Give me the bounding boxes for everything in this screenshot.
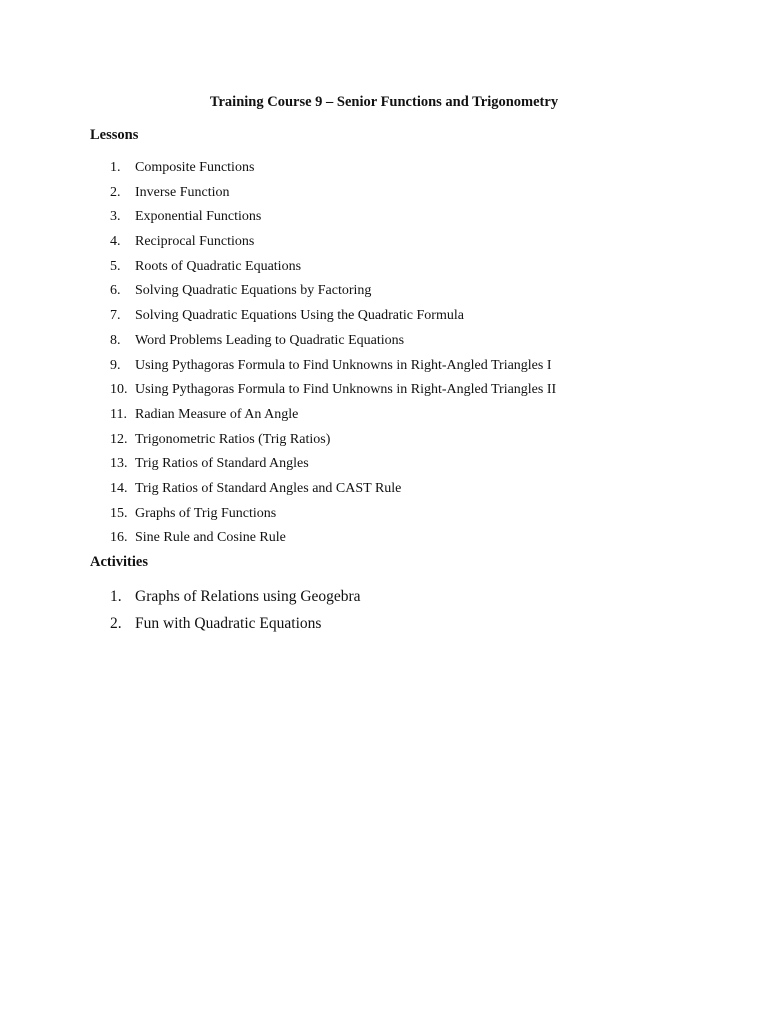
lesson-text: Trig Ratios of Standard Angles and CAST Rule bbox=[135, 480, 402, 496]
lesson-number: 3. bbox=[110, 209, 121, 225]
lesson-number: 4. bbox=[110, 234, 121, 250]
lesson-text: Solving Quadratic Equations by Factoring bbox=[135, 283, 372, 299]
lesson-number: 15. bbox=[110, 505, 128, 521]
lesson-text: Sine Rule and Cosine Rule bbox=[135, 530, 286, 546]
lesson-number: 12. bbox=[110, 431, 128, 447]
lesson-text: Using Pythagoras Formula to Find Unknowns in Right-Angled Triangles I bbox=[135, 357, 552, 373]
lesson-number: 11. bbox=[110, 406, 127, 422]
lesson-number: 1. bbox=[110, 160, 121, 175]
lesson-number: 13. bbox=[110, 456, 128, 472]
lesson-item bbox=[110, 479, 556, 504]
lesson-item bbox=[110, 257, 556, 282]
activities-heading: Activities bbox=[90, 554, 148, 570]
lesson-text: Radian Measure of An Angle bbox=[135, 406, 299, 422]
activity-number: 2. bbox=[110, 615, 122, 632]
lesson-number: 8. bbox=[110, 332, 121, 348]
activity-item bbox=[110, 586, 361, 613]
lesson-number: 2. bbox=[110, 184, 121, 200]
lesson-item bbox=[110, 232, 556, 257]
lesson-text: Graphs of Trig Functions bbox=[135, 505, 277, 521]
lesson-item bbox=[110, 207, 556, 232]
lesson-item bbox=[110, 380, 556, 405]
lesson-text: Roots of Quadratic Equations bbox=[135, 258, 302, 274]
page-title: Training Course 9 – Senior Functions and Trigonometry bbox=[209, 94, 559, 110]
lesson-number: 16. bbox=[110, 530, 128, 546]
lesson-item bbox=[110, 405, 556, 430]
lesson-text: Inverse Function bbox=[135, 184, 230, 200]
lesson-text: Trigonometric Ratios (Trig Ratios) bbox=[135, 431, 331, 447]
activities-list bbox=[110, 586, 361, 640]
activity-text: Fun with Quadratic Equations bbox=[135, 615, 322, 632]
activity-number: 1. bbox=[110, 588, 122, 605]
lesson-number: 5. bbox=[110, 258, 121, 274]
lesson-number: 9. bbox=[110, 357, 121, 373]
lesson-number: 7. bbox=[110, 308, 121, 324]
lesson-text: Reciprocal Functions bbox=[135, 234, 255, 250]
lesson-item bbox=[110, 281, 556, 306]
lesson-item bbox=[110, 430, 556, 455]
lesson-text: Exponential Functions bbox=[135, 209, 262, 225]
lessons-heading: Lessons bbox=[90, 127, 139, 143]
activity-item bbox=[110, 613, 361, 640]
lesson-text: Composite Functions bbox=[135, 160, 255, 175]
lesson-item bbox=[110, 183, 556, 208]
lesson-item bbox=[110, 158, 556, 183]
lesson-item bbox=[110, 528, 556, 553]
lesson-item bbox=[110, 504, 556, 529]
lesson-number: 6. bbox=[110, 283, 121, 299]
lesson-text: Trig Ratios of Standard Angles bbox=[135, 456, 309, 472]
activity-text: Graphs of Relations using Geogebra bbox=[135, 588, 361, 605]
lessons-list bbox=[110, 158, 556, 553]
lesson-number: 10. bbox=[110, 382, 128, 398]
lesson-item bbox=[110, 454, 556, 479]
lesson-number: 14. bbox=[110, 480, 128, 496]
lesson-item bbox=[110, 331, 556, 356]
lesson-text: Solving Quadratic Equations Using the Quadratic Formula bbox=[135, 308, 464, 324]
lesson-item bbox=[110, 306, 556, 331]
lesson-item bbox=[110, 356, 556, 381]
lesson-text: Using Pythagoras Formula to Find Unknowns in Right-Angled Triangles II bbox=[135, 382, 557, 398]
lesson-text: Word Problems Leading to Quadratic Equations bbox=[135, 332, 405, 348]
